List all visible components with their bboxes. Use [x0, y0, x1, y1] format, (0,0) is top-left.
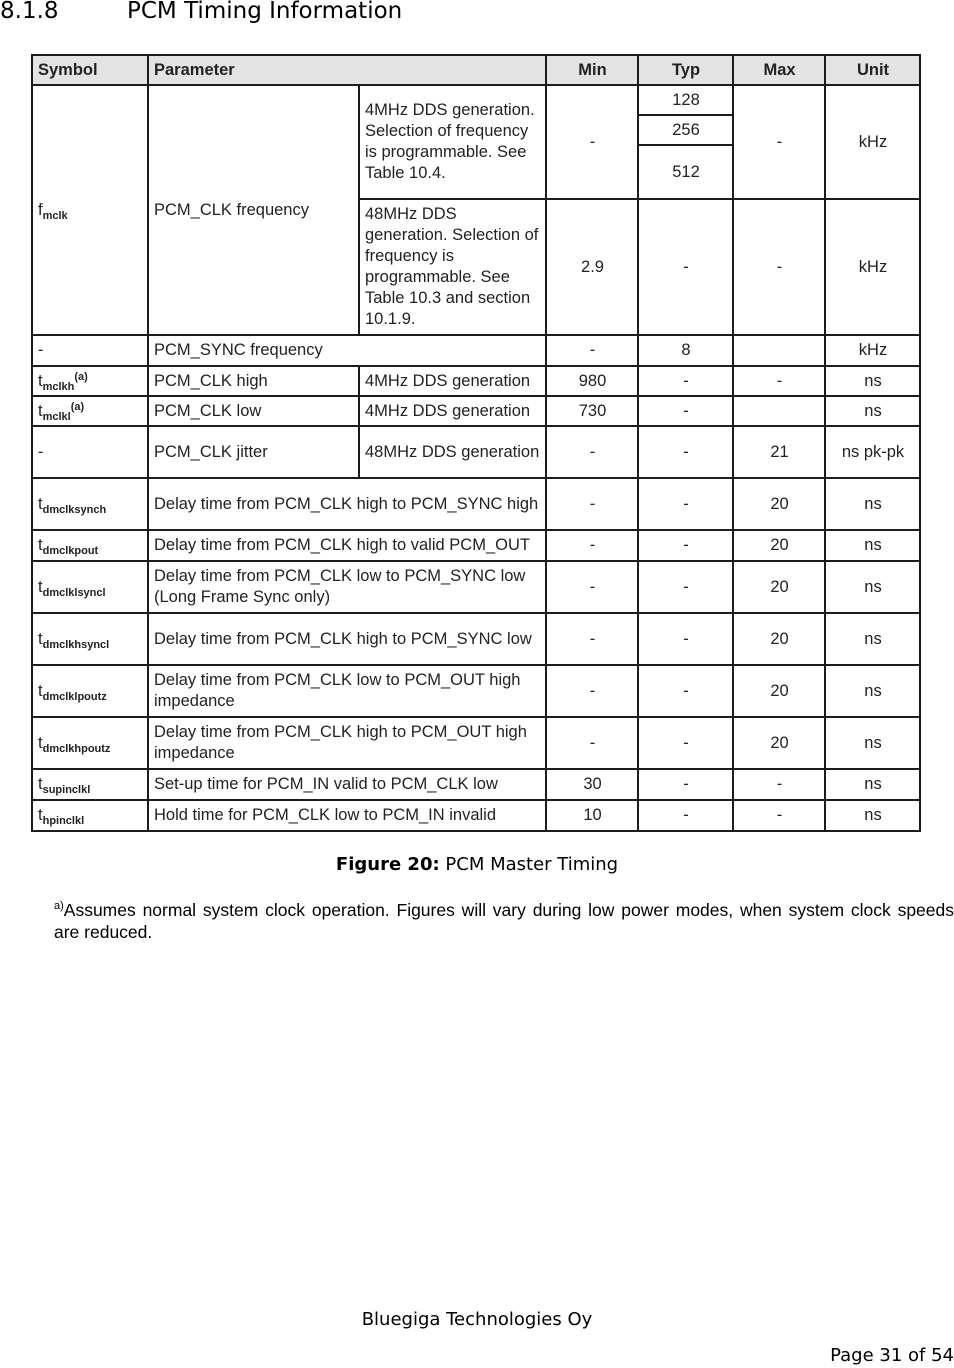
fmclk-4mhz-max: - [733, 85, 825, 199]
table-row [32, 561, 920, 613]
pcm-timing-table [31, 54, 921, 832]
table-row [32, 800, 920, 831]
tmclkh-symbol: $t_{mclkh}^{(a)}$ [32, 366, 148, 396]
row-parameter: Delay time from PCM_CLK low to PCM_OUT high impedance [148, 665, 546, 717]
row-parameter: Delay time from PCM_CLK high to valid PCM_OUT [148, 530, 546, 561]
fmclk-4mhz-typ-1: 128 [638, 85, 733, 115]
row-min: - [546, 561, 638, 613]
jitter-symbol: - [32, 426, 148, 478]
row-symbol: $t_{hpinclkl}$ [32, 800, 148, 831]
row-unit: ns [825, 769, 920, 800]
row-min: - [546, 717, 638, 769]
tmclkh-condition: 4MHz DDS generation [359, 366, 546, 396]
fmclk-4mhz-typ-2: 256 [638, 115, 733, 145]
fmclk-condition-48mhz: 48MHz DDS generation. Selection of frequency is programmable. See Table 10.3 and section 10.1.9. [359, 199, 546, 335]
fmclk-48mhz-max: - [733, 199, 825, 335]
sync-parameter: PCM_SYNC frequency [148, 335, 546, 366]
row-typ: - [638, 665, 733, 717]
jitter-min: - [546, 426, 638, 478]
header-max: Max [733, 55, 825, 85]
row-min: - [546, 478, 638, 530]
fmclk-48mhz-min: 2.9 [546, 199, 638, 335]
row-typ: - [638, 769, 733, 800]
row-max: 20 [733, 613, 825, 665]
table-header-row [32, 55, 920, 85]
row-unit: ns [825, 665, 920, 717]
row-unit: ns [825, 800, 920, 831]
sync-symbol: - [32, 335, 148, 366]
table-row [32, 396, 920, 426]
tmclkh-typ: - [638, 366, 733, 396]
tmclkh-min: 980 [546, 366, 638, 396]
row-parameter: Delay time from PCM_CLK high to PCM_OUT high impedance [148, 717, 546, 769]
fmclk-4mhz-typ-3: 512 [638, 145, 733, 199]
tmclkh-unit: ns [825, 366, 920, 396]
jitter-max: 21 [733, 426, 825, 478]
table-row [32, 335, 920, 366]
header-typ: Typ [638, 55, 733, 85]
row-max: 20 [733, 530, 825, 561]
row-unit: ns [825, 561, 920, 613]
table-row [32, 478, 920, 530]
row-max: - [733, 800, 825, 831]
fmclk-parameter: PCM_CLK frequency [148, 85, 359, 335]
footer-company: Bluegiga Technologies Oy [361, 1309, 593, 1330]
row-max: 20 [733, 665, 825, 717]
tmclkl-typ: - [638, 396, 733, 426]
row-min: - [546, 530, 638, 561]
sync-min: - [546, 335, 638, 366]
row-min: 10 [546, 800, 638, 831]
row-unit: ns [825, 613, 920, 665]
jitter-condition: 48MHz DDS generation [359, 426, 546, 478]
table-row [32, 426, 920, 478]
row-unit: ns [825, 530, 920, 561]
tmclkl-parameter: PCM_CLK low [148, 396, 359, 426]
row-symbol: $t_{dmclklsyncl}$ [32, 561, 148, 613]
tmclkl-max [733, 396, 825, 426]
section-number: 8.1.8 [0, 0, 59, 24]
tmclkl-condition: 4MHz DDS generation [359, 396, 546, 426]
fmclk-symbol: $f_{mclk}$ [32, 85, 148, 335]
row-typ: - [638, 717, 733, 769]
row-symbol: $t_{dmclklpoutz}$ [32, 665, 148, 717]
sync-typ: 8 [638, 335, 733, 366]
row-typ: - [638, 613, 733, 665]
tmclkh-parameter: PCM_CLK high [148, 366, 359, 396]
table-row [32, 717, 920, 769]
row-typ: - [638, 800, 733, 831]
header-symbol: Symbol [32, 55, 148, 85]
row-max: - [733, 769, 825, 800]
sync-unit: kHz [825, 335, 920, 366]
row-typ: - [638, 478, 733, 530]
row-symbol: $t_{dmclksynch}$ [32, 478, 148, 530]
footnote-marker: a) [54, 900, 64, 912]
figure-caption [0, 854, 954, 875]
fmclk-48mhz-typ: - [638, 199, 733, 335]
row-unit: ns [825, 717, 920, 769]
table-row [32, 613, 920, 665]
tmclkl-unit: ns [825, 396, 920, 426]
row-max: 20 [733, 478, 825, 530]
table-row [32, 665, 920, 717]
footnote [54, 899, 954, 943]
row-unit: ns [825, 478, 920, 530]
section-heading [0, 0, 402, 24]
row-parameter: Delay time from PCM_CLK low to PCM_SYNC low (Long Frame Sync only) [148, 561, 546, 613]
row-min: - [546, 665, 638, 717]
tmclkh-max: - [733, 366, 825, 396]
header-parameter: Parameter [148, 55, 546, 85]
row-symbol: $t_{dmclkhpoutz}$ [32, 717, 148, 769]
row-typ: - [638, 530, 733, 561]
row-max: 20 [733, 561, 825, 613]
fmclk-4mhz-min: - [546, 85, 638, 199]
row-parameter: Delay time from PCM_CLK high to PCM_SYNC low [148, 613, 546, 665]
table-row [32, 769, 920, 800]
row-min: 30 [546, 769, 638, 800]
footnote-text: Assumes normal system clock operation. Figures will vary during low power modes, when system clock speeds are reduced. [54, 900, 954, 942]
sync-max [733, 335, 825, 366]
fmclk-48mhz-unit: kHz [825, 199, 920, 335]
row-symbol: $t_{dmclkpout}$ [32, 530, 148, 561]
fmclk-4mhz-unit: kHz [825, 85, 920, 199]
footer-page-number: Page 31 of 54 [830, 1345, 954, 1366]
fmclk-condition-4mhz: 4MHz DDS generation. Selection of frequency is programmable. See Table 10.4. [359, 85, 546, 199]
delay-rows [32, 478, 920, 831]
row-min: - [546, 613, 638, 665]
header-min: Min [546, 55, 638, 85]
row-parameter: Set-up time for PCM_IN valid to PCM_CLK low [148, 769, 546, 800]
tmclkl-min: 730 [546, 396, 638, 426]
figure-title: PCM Master Timing [445, 854, 619, 875]
table-row [32, 366, 920, 396]
row-typ: - [638, 561, 733, 613]
header-unit: Unit [825, 55, 920, 85]
tmclkl-symbol: $t_{mclkl}^{(a)}$ [32, 396, 148, 426]
jitter-parameter: PCM_CLK jitter [148, 426, 359, 478]
row-parameter: Hold time for PCM_CLK low to PCM_IN invalid [148, 800, 546, 831]
jitter-typ: - [638, 426, 733, 478]
figure-label: Figure 20: [335, 854, 440, 875]
row-max: 20 [733, 717, 825, 769]
table-row [32, 530, 920, 561]
row-symbol: $t_{dmclkhsyncl}$ [32, 613, 148, 665]
jitter-unit: ns pk-pk [825, 426, 920, 478]
table-row [32, 85, 920, 115]
section-title: PCM Timing Information [127, 0, 403, 24]
row-parameter: Delay time from PCM_CLK high to PCM_SYNC high [148, 478, 546, 530]
row-symbol: $t_{supinclkl}$ [32, 769, 148, 800]
